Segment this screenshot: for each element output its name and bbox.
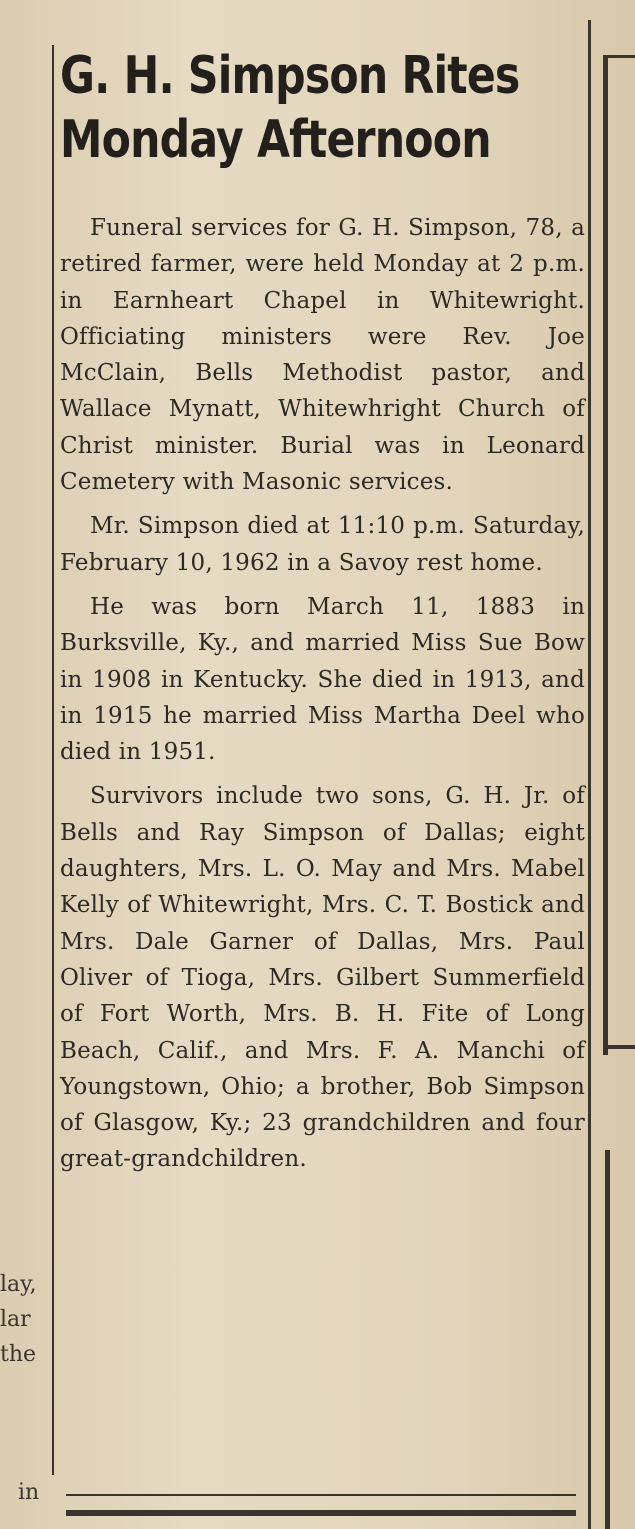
- bottom-thick-rule: [66, 1510, 576, 1516]
- adjacent-fragment-2: lar: [0, 1307, 31, 1332]
- paragraph-birth-marriage: He was born March 11, 1883 in Burksville, Ky., and married Miss Sue Bow in 1908 in Kentucky. She died in 1913, and in 1915 he married Miss Martha Deel who died in 1951.: [60, 593, 585, 766]
- adjacent-fragment-1: lay,: [0, 1272, 37, 1297]
- mid-right-rule: [603, 1045, 635, 1049]
- paragraph-funeral-services: Funeral services for G. H. Simpson, 78, a retired farmer, were held Monday at 2 p.m. in Earnheart Chapel in Whitewright. Officiating ministers were Rev. Joe McClain, Bells Methodist pastor, and Wallace Mynatt, Whitewhright Church of Christ minister. Burial was in Leonard Cemetery with Masonic services.: [60, 215, 585, 496]
- far-right-column-rule-lower: [605, 1150, 610, 1529]
- headline: [60, 30, 577, 172]
- far-right-column-rule: [603, 55, 608, 1055]
- right-column-rule: [588, 20, 591, 1529]
- left-column-rule: [52, 45, 54, 1475]
- article-body: [60, 210, 585, 1178]
- top-right-rule: [603, 55, 635, 58]
- paragraph-survivors: Survivors include two sons, G. H. Jr. of Bells and Ray Simpson of Dallas; eight daughters, Mrs. L. O. May and Mrs. Mabel Kelly of Whitewright, Mrs. C. T. Bostick and Mrs. Dale Garner of Dallas, Mrs. Paul Oliver of Tioga, Mrs. Gilbert Summerfield of Fort Worth, Mrs. B. H. Fite of Long Beach, Calif., and Mrs. F. A. Manchi of Youngstown, Ohio; a brother, Bob Simpson of Glasgow, Ky.; 23 grandchildren and four great-grandchildren.: [60, 783, 585, 1173]
- headline-line-2: Monday Afternoon: [60, 110, 491, 170]
- obituary-article: [60, 30, 585, 1186]
- bottom-thin-rule: [66, 1494, 576, 1496]
- headline-line-1: G. H. Simpson Rites: [60, 46, 520, 106]
- paragraph-death: Mr. Simpson died at 11:10 p.m. Saturday, February 10, 1962 in a Savoy rest home.: [60, 513, 585, 576]
- adjacent-fragment-3: the: [0, 1342, 37, 1367]
- adjacent-fragment-4: in: [18, 1480, 40, 1505]
